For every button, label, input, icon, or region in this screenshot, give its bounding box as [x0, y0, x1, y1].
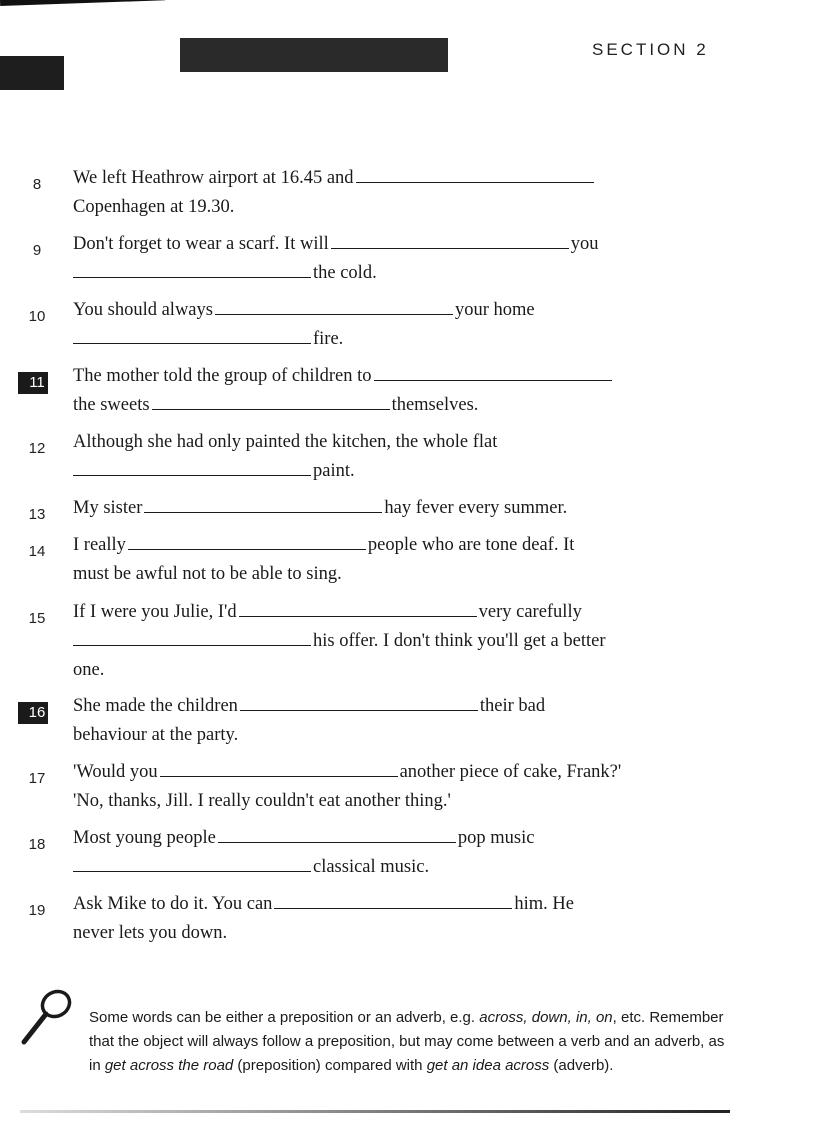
exercise-line	[73, 723, 238, 747]
exercise-line	[73, 364, 614, 388]
exercise-number: 12	[28, 440, 46, 457]
tip-example-text: get an idea across	[426, 1057, 550, 1074]
exercise-text: Copenhagen at 19.30.	[73, 197, 235, 217]
exercise-line	[73, 393, 478, 417]
exercise-number: 15	[28, 610, 46, 627]
exercise-text: 'No, thanks, Jill. I really couldn't eat another thing.'	[73, 791, 451, 811]
exercise-number: 16	[28, 704, 46, 721]
exercise-text: themselves.	[391, 395, 479, 415]
answer-blank[interactable]	[73, 459, 311, 476]
answer-blank[interactable]	[331, 232, 569, 249]
exercise-line	[73, 298, 535, 322]
exercise-line	[73, 629, 606, 653]
exercise-text: Most young people	[73, 828, 216, 848]
answer-blank[interactable]	[128, 533, 366, 550]
exercise-text: very carefully	[478, 602, 582, 622]
answer-blank[interactable]	[73, 327, 311, 344]
answer-blank[interactable]	[239, 600, 477, 617]
exercise-text: never lets you down.	[73, 923, 228, 943]
tip-text	[89, 1006, 729, 1078]
exercise-text: the cold.	[313, 263, 377, 283]
tip-body-text: , etc. Remember that the object will always follow a preposition, but may come between a verb and an adverb, as in	[89, 1009, 725, 1074]
exercise-line	[73, 658, 104, 682]
exercise-number: 11	[29, 374, 45, 391]
exercise-number: 8	[32, 176, 42, 193]
tip-example-text: get across the road	[104, 1057, 234, 1074]
tip-body-text: (adverb).	[549, 1057, 614, 1074]
exercise-line	[73, 892, 574, 916]
exercise-number: 18	[28, 836, 46, 853]
exercise-text: pop music	[457, 828, 535, 848]
bottom-rule	[20, 1110, 730, 1113]
exercise-text: Don't forget to wear a scarf. It will	[73, 234, 329, 254]
answer-blank[interactable]	[160, 760, 398, 777]
header-banner-bar	[180, 38, 448, 72]
exercise-text: the sweets	[73, 395, 150, 415]
answer-blank[interactable]	[240, 694, 478, 711]
exercise-line	[73, 826, 534, 850]
answer-blank[interactable]	[218, 826, 456, 843]
exercise-text: My sister	[73, 498, 143, 518]
exercise-text: Ask Mike to do it. You can	[73, 894, 273, 914]
exercise-line	[73, 232, 599, 256]
answer-blank[interactable]	[356, 166, 594, 183]
answer-blank[interactable]	[73, 261, 311, 278]
corner-decoration-line	[0, 0, 165, 6]
exercise-line	[73, 533, 574, 557]
exercise-text: you	[570, 234, 599, 254]
answer-blank[interactable]	[152, 393, 390, 410]
exercise-line	[73, 562, 342, 586]
exercise-text: your home	[454, 300, 535, 320]
tip-body-text: (preposition) compared with	[233, 1057, 427, 1074]
exercise-text: She made the children	[73, 696, 238, 716]
tip-body-text: Some words can be either a preposition or an adverb, e.g.	[89, 1009, 480, 1026]
exercise-text: I really	[73, 535, 126, 555]
answer-blank[interactable]	[374, 364, 612, 381]
exercise-text: another piece of cake, Frank?'	[399, 762, 622, 782]
left-tab-bar	[0, 56, 64, 90]
exercise-text: one.	[73, 660, 105, 680]
exercise-line	[73, 195, 234, 219]
exercise-line	[73, 261, 377, 285]
exercise-line	[73, 430, 497, 454]
section-label: SECTION 2	[592, 40, 709, 59]
exercise-line	[73, 600, 582, 624]
exercise-number: 13	[28, 506, 46, 523]
exercise-text: him. He	[514, 894, 575, 914]
exercise-text: Although she had only painted the kitchen, the whole flat	[73, 432, 498, 452]
exercise-line	[73, 166, 596, 190]
exercise-line	[73, 760, 621, 784]
tip-example-text: across, down, in, on	[479, 1009, 613, 1026]
answer-blank[interactable]	[73, 855, 311, 872]
exercise-line	[73, 789, 451, 813]
exercise-text: fire.	[313, 329, 344, 349]
exercise-text: paint.	[313, 461, 355, 481]
exercise-text: We left Heathrow airport at 16.45 and	[73, 168, 354, 188]
exercise-text: You should always	[73, 300, 213, 320]
exercise-text: classical music.	[313, 857, 430, 877]
answer-blank[interactable]	[215, 298, 453, 315]
exercise-line	[73, 459, 355, 483]
answer-blank[interactable]	[144, 496, 382, 513]
exercise-text: must be awful not to be able to sing.	[73, 564, 342, 584]
exercise-line	[73, 694, 545, 718]
exercise-line	[73, 496, 567, 520]
answer-blank[interactable]	[73, 629, 311, 646]
exercise-line	[73, 855, 429, 879]
exercise-line	[73, 921, 227, 945]
exercise-number: 10	[28, 308, 46, 325]
exercise-text: his offer. I don't think you'll get a better	[313, 631, 606, 651]
exercise-text: behaviour at the party.	[73, 725, 239, 745]
exercise-text: people who are tone deaf. It	[367, 535, 575, 555]
exercise-text: their bad	[479, 696, 546, 716]
exercise-number: 19	[28, 902, 46, 919]
exercise-number: 17	[28, 770, 46, 787]
exercise-text: If I were you Julie, I'd	[73, 602, 237, 622]
exercise-number: 14	[28, 543, 46, 560]
exercise-number: 9	[32, 242, 42, 259]
exercise-line	[73, 327, 343, 351]
exercise-text: hay fever every summer.	[384, 498, 568, 518]
magnifying-glass-icon	[18, 986, 76, 1048]
exercise-text: The mother told the group of children to	[73, 366, 372, 386]
exercise-text: 'Would you	[73, 762, 158, 782]
answer-blank[interactable]	[274, 892, 512, 909]
